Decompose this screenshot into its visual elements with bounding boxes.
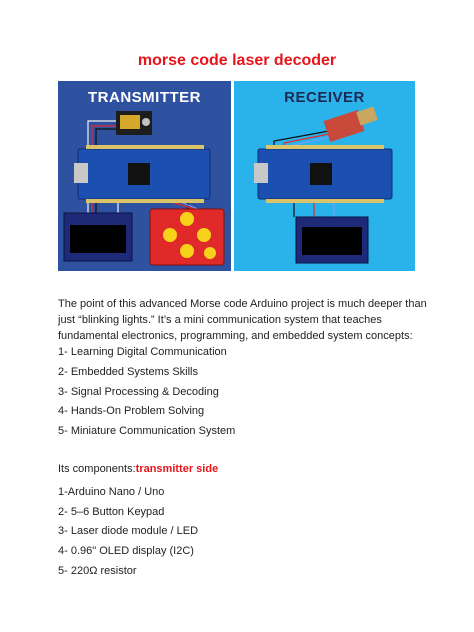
transmitter-diagram [58, 81, 231, 271]
components-heading [58, 463, 218, 475]
intro-paragraph: The point of this advanced Morse code Arduino project is much deeper than just “blinking lights.” It’s a mini communication system that teaches fundamental electronics, programming, and embedded system concepts: [58, 298, 427, 342]
concept-item: 5- Miniature Communication System [58, 425, 236, 437]
concept-item: 4- Hands-On Problem Solving [58, 405, 205, 417]
receiver-diagram [234, 81, 415, 271]
document-title: morse code laser decoder [137, 52, 337, 69]
receiver-panel [234, 81, 415, 271]
oled-display-icon [64, 213, 132, 261]
component-item: 3- Laser diode module / LED [58, 525, 199, 537]
concept-item: 3- Signal Processing & Decoding [58, 386, 219, 398]
oled-display-icon [296, 217, 368, 263]
components-highlight: transmitter side [135, 463, 219, 475]
transmitter-label: TRANSMITTER [88, 89, 201, 106]
transmitter-panel [58, 81, 231, 271]
component-item: 4- 0.96" OLED display (I2C) [58, 545, 194, 557]
project-figure [58, 81, 415, 271]
components-prefix: Its components: [58, 463, 136, 475]
receiver-label: RECEIVER [284, 89, 365, 106]
component-item: 2- 5–6 Button Keypad [58, 506, 165, 518]
laser-module-icon [116, 111, 152, 135]
arduino-nano-icon [254, 145, 392, 203]
keypad-icon [150, 209, 224, 265]
concept-item: 2- Embedded Systems Skills [58, 366, 198, 378]
concept-item: 1- Learning Digital Communication [58, 346, 227, 358]
component-item: 1-Arduino Nano / Uno [58, 486, 165, 498]
laser-receiver-module-icon [323, 107, 377, 142]
component-item: 5- 220Ω resistor [58, 565, 137, 577]
arduino-nano-icon [74, 145, 210, 203]
